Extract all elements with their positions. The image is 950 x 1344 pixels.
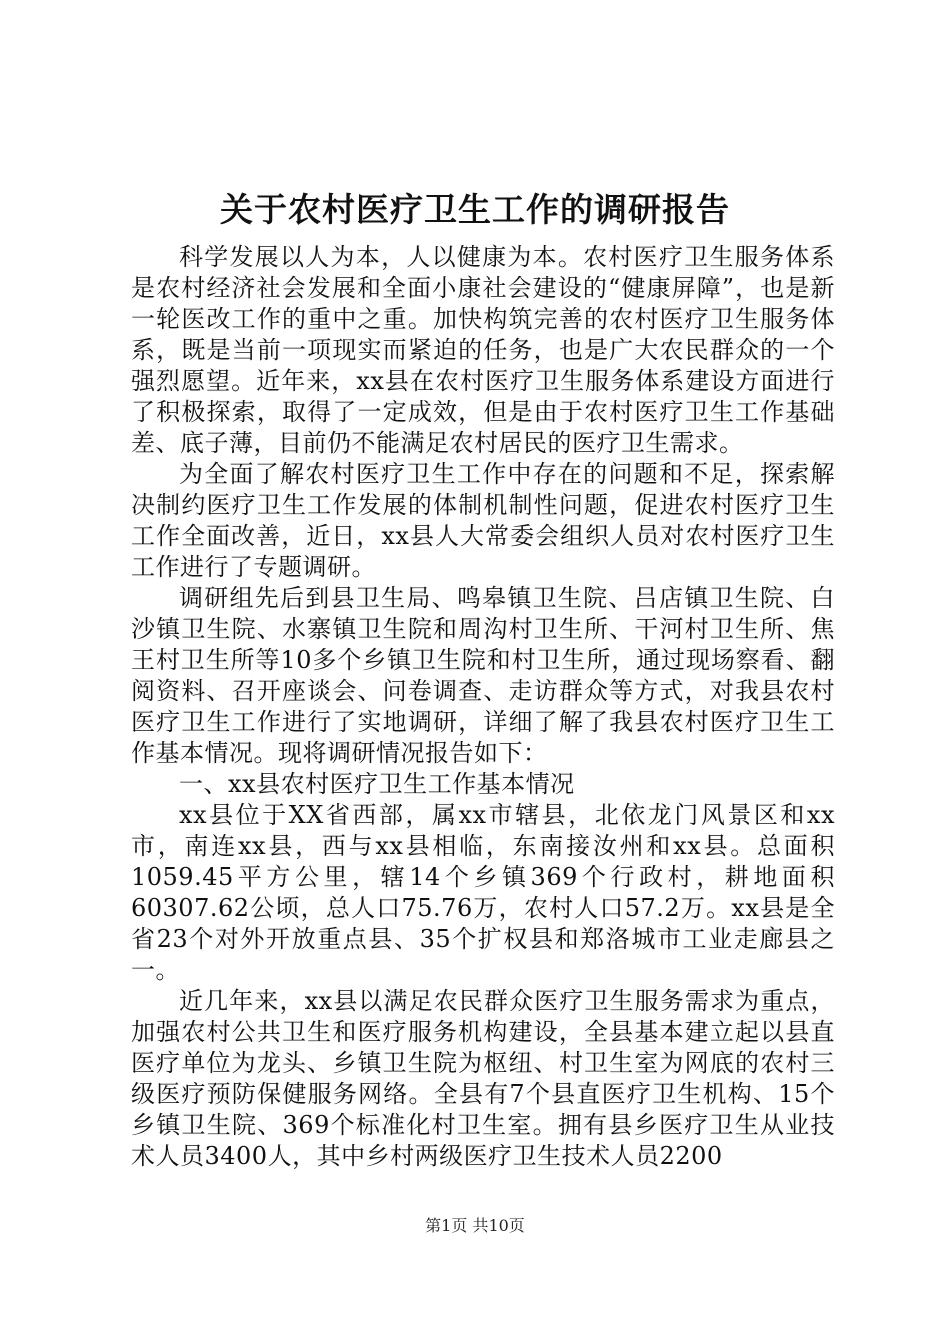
paragraph-intro: 科学发展以人为本，人以健康为本。农村医疗卫生服务体系是农村经济社会发展和全面小康社会建设的“健康屏障”，也是新一轮医改工作的重中之重。加快构筑完善的农村医疗卫生服务体系，既是当前一项现实而紧迫的任务，也是广大农民群众的一个强烈愿望。近年来，xx县在农村医疗卫生服务体系建设方面进行了积极探索，取得了一定成效，但是由于农村医疗卫生工作基础差、底子薄，目前仍不能满足农村居民的医疗卫生需求。 (131, 243, 835, 457)
document-body (131, 242, 835, 1172)
paragraph-method: 调研组先后到县卫生局、鸣皋镇卫生院、吕店镇卫生院、白沙镇卫生院、水寨镇卫生院和周沟村卫生所、干河村卫生所、焦王村卫生所等10多个乡镇卫生院和村卫生所，通过现场察看、翻阅资料、召开座谈会、问卷调查、走访群众等方式，对我县农村医疗卫生工作进行了实地调研，详细了解了我县农村医疗卫生工作基本情况。现将调研情况报告如下： (131, 584, 835, 767)
page-footer: 第1页 共10页 (425, 1216, 525, 1235)
section-heading-1: 一、xx县农村医疗卫生工作基本情况 (179, 770, 575, 798)
document-title: 关于农村医疗卫生工作的调研报告 (220, 190, 730, 229)
paragraph-purpose: 为全面了解农村医疗卫生工作中存在的问题和不足，探索解决制约医疗卫生工作发展的体制机制性问题，促进农村医疗卫生工作全面改善，近日，xx县人大常委会组织人员对农村医疗卫生工作进行了专题调研。 (131, 460, 835, 581)
paragraph-recent-years: 近几年来，xx县以满足农民群众医疗卫生服务需求为重点，加强农村公共卫生和医疗服务机构建设，全县基本建立起以县直医疗单位为龙头、乡镇卫生院为枢纽、村卫生室为网底的农村三级医疗预防保健服务网络。全县有7个县直医疗卫生机构、15个乡镇卫生院、369个标准化村卫生室。拥有县乡医疗卫生从业技术人员3400人，其中乡村两级医疗卫生技术人员2200 (131, 987, 835, 1170)
paragraph-county-overview: xx县位于XX省西部，属xx市辖县，北依龙门风景区和xx市，南连xx县，西与xx县相临，东南接汝州和xx县。总面积1059.45平方公里，辖14个乡镇369个行政村，耕地面积60307.62公顷，总人口75.76万，农村人口57.2万。xx县是全省23个对外开放重点县、35个扩权县和郑洛城市工业走廊县之一。 (131, 801, 835, 984)
